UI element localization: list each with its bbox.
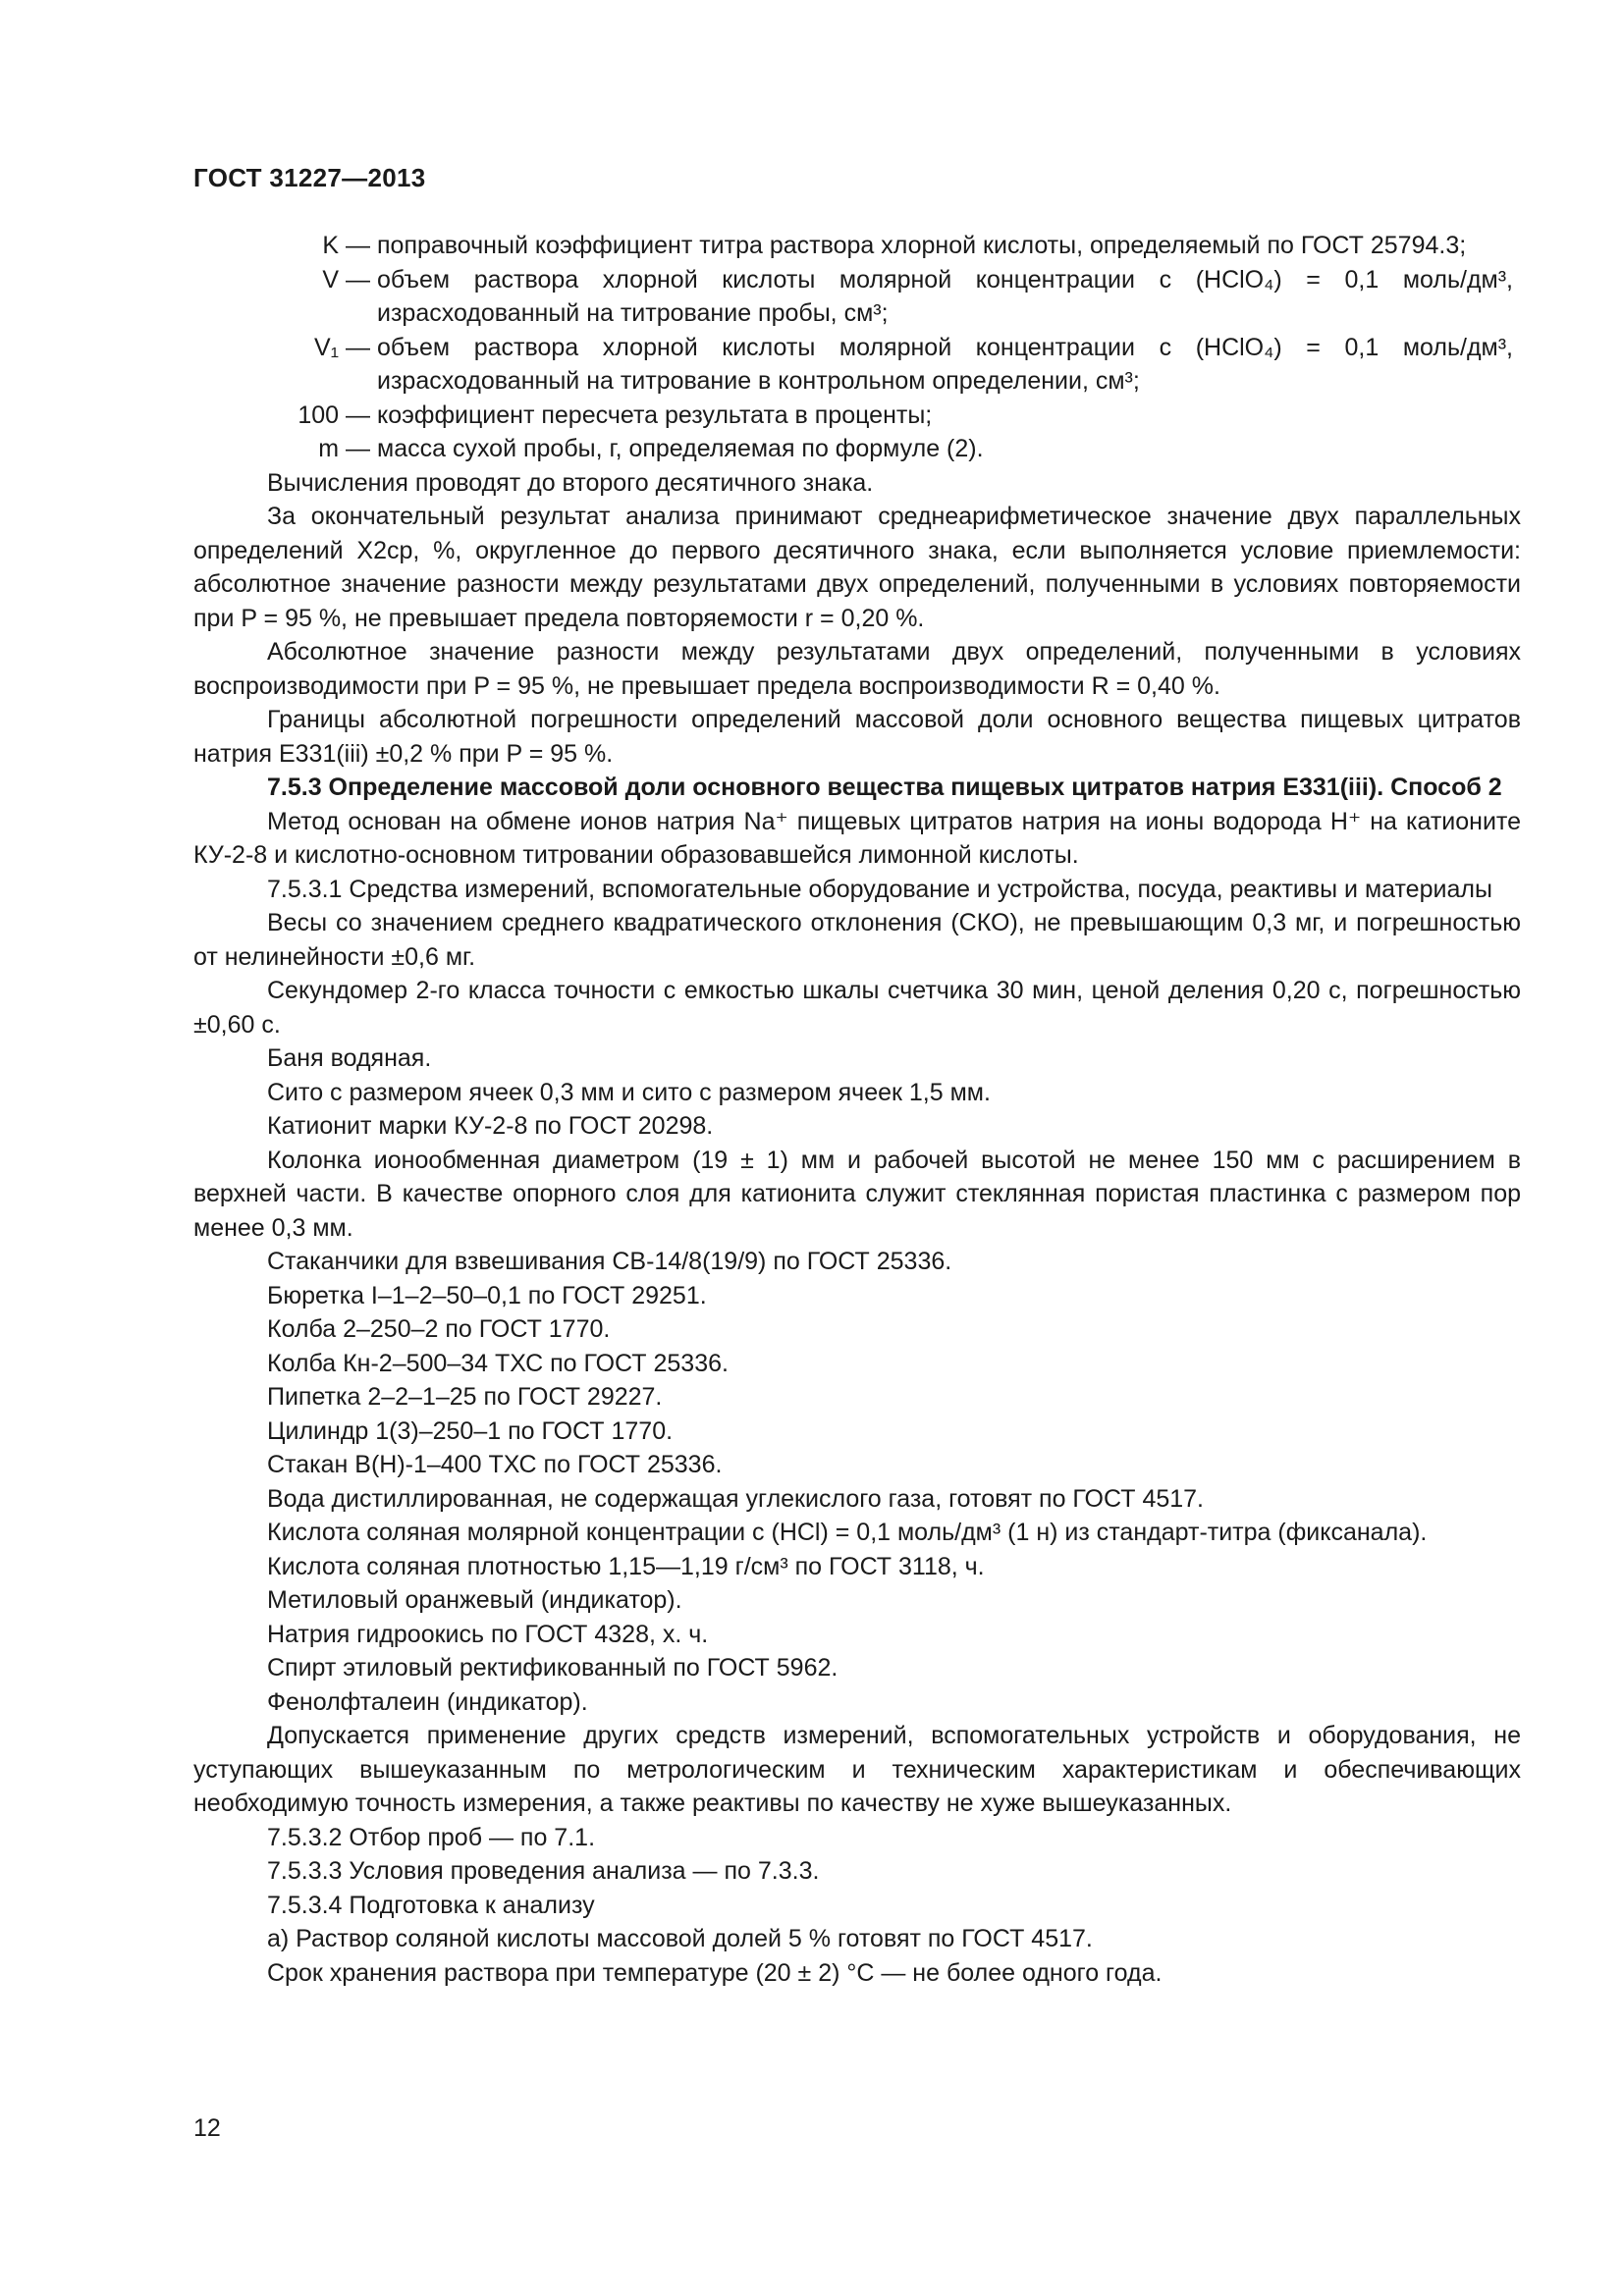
definition-v1 [193,331,1521,399]
paragraph: Границы абсолютной погрешности определений массовой доли основного вещества пищевых цитратов натрия E331(iii) ±0,2 % при P = 95 %. [193,706,1521,768]
list-item: Вода дистиллированная, не содержащая углекислого газа, готовят по ГОСТ 4517. [267,1484,1205,1513]
list-item: Спирт этиловый ректификованный по ГОСТ 5962. [267,1654,839,1682]
subsection-heading: 7.5.3.4 Подготовка к анализу [267,1891,595,1919]
subsection-heading: 7.5.3.3 Условия проведения анализа — по 7.3.3. [267,1857,820,1885]
definition-term: m — [318,435,370,462]
definition-term: 100 — [298,400,370,429]
definition-text: масса сухой пробы, г, определяемая по формуле (2). [377,435,984,462]
list-item: Стакан В(Н)-1–400 ТХС по ГОСТ 25336. [267,1451,723,1478]
definition-100 [193,399,1521,433]
definition-term: V — [322,265,370,294]
page-content [193,229,1521,1990]
list-item: Колба Кн-2–500–34 ТХС по ГОСТ 25336. [267,1349,729,1377]
document-header: ГОСТ 31227—2013 [193,163,426,192]
definition-term: V₁ — [313,333,370,361]
list-item: Катионит марки КУ-2-8 по ГОСТ 20298. [267,1112,714,1140]
list-item: Метиловый оранжевый (индикатор). [267,1586,682,1614]
page-number: 12 [193,2114,221,2142]
definition-m [193,432,1521,466]
definition-k [193,229,1521,263]
list-item: Сито с размером ячеек 0,3 мм и сито с размером ячеек 1,5 мм. [267,1078,991,1106]
list-item: Бюретка I–1–2–50–0,1 по ГОСТ 29251. [267,1281,707,1309]
paragraph: Секундомер 2-го класса точности с емкостью шкалы счетчика 30 мин, ценой деления 0,20 с, погрешностью ±0,60 с. [193,977,1521,1039]
definition-text: объем раствора хлорной кислоты молярной концентрации c (HClO₄) = 0,1 моль/дм³, израсходованный на титрование в контрольном определении, см³; [377,333,1513,395]
list-item: Стаканчики для взвешивания СВ-14/8(19/9) по ГОСТ 25336. [267,1248,952,1275]
list-item: Баня водяная. [267,1044,432,1072]
paragraph: За окончательный результат анализа принимают среднеарифметическое значение двух параллельных определений X2ср, %, округленное до первого десятичного знака, если выполняется условие приемлемости: абсолютное значение разности между результатами двух определений, полученными в условиях повторяемости при P = 95 %, не превышает предела повторяемости r = 0,20 %. [193,503,1521,632]
definition-v [193,263,1521,331]
subsection-heading: 7.5.3.2 Отбор проб — по 7.1. [267,1823,596,1851]
subsection-heading: 7.5.3.1 Средства измерений, вспомогательные оборудование и устройства, посуда, реактивы и материалы [267,875,1492,903]
list-item: Кислота соляная плотностью 1,15—1,19 г/см³ по ГОСТ 3118, ч. [267,1552,985,1580]
paragraph: Весы со значением среднего квадратического отклонения (СКО), не превышающим 0,3 мг, и погрешностью от нелинейности ±0,6 мг. [193,909,1521,971]
list-item: Кислота соляная молярной концентрации c (HCl) = 0,1 моль/дм³ (1 н) из стандарт-титра (фиксанала). [267,1519,1428,1546]
definition-term: K — [322,232,370,259]
paragraph: Допускается применение других средств измерений, вспомогательных устройств и оборудования, не уступающих вышеуказанным по метрологическим и техническим характеристикам и обеспечивающих необходимую точность измерения, а также реактивы по качеству не хуже вышеуказанных. [193,1722,1521,1817]
section-heading: 7.5.3 Определение массовой доли основного вещества пищевых цитратов натрия E331(iii). Способ 2 [267,774,1502,801]
paragraph: Метод основан на обмене ионов натрия Na⁺ пищевых цитратов натрия на ионы водорода H⁺ на катионите КУ-2-8 и кислотно-основном титровании образовавшейся лимонной кислоты. [193,807,1521,869]
list-item: Пипетка 2–2–1–25 по ГОСТ 29227. [267,1383,663,1411]
list-item: Фенолфталеин (индикатор). [267,1687,588,1716]
list-item: Колба 2–250–2 по ГОСТ 1770. [267,1315,611,1343]
paragraph: Абсолютное значение разности между результатами двух определений, полученными в условиях воспроизводимости при P = 95 %, не превышает предела воспроизводимости R = 0,40 %. [193,638,1521,700]
paragraph: Колонка ионообменная диаметром (19 ± 1) мм и рабочей высотой не менее 150 мм с расширением в верхней части. В качестве опорного слоя для катионита служит стеклянная пористая пластинка с размером пор менее 0,3 мм. [193,1146,1521,1242]
list-item: Срок хранения раствора при температуре (20 ± 2) °С — не более одного года. [267,1958,1163,1987]
definition-text: коэффициент пересчета результата в проценты; [377,400,933,429]
list-item: Натрия гидроокись по ГОСТ 4328, х. ч. [267,1620,709,1648]
paragraph: Вычисления проводят до второго десятичного знака. [267,468,874,497]
definition-text: объем раствора хлорной кислоты молярной концентрации c (HClO₄) = 0,1 моль/дм³, израсходованный на титрование пробы, см³; [377,265,1513,327]
list-item: Цилиндр 1(3)–250–1 по ГОСТ 1770. [267,1416,674,1445]
list-item: а) Раствор соляной кислоты массовой долей 5 % готовят по ГОСТ 4517. [267,1925,1093,1952]
definition-text: поправочный коэффициент титра раствора хлорной кислоты, определяемый по ГОСТ 25794.3; [377,232,1467,259]
